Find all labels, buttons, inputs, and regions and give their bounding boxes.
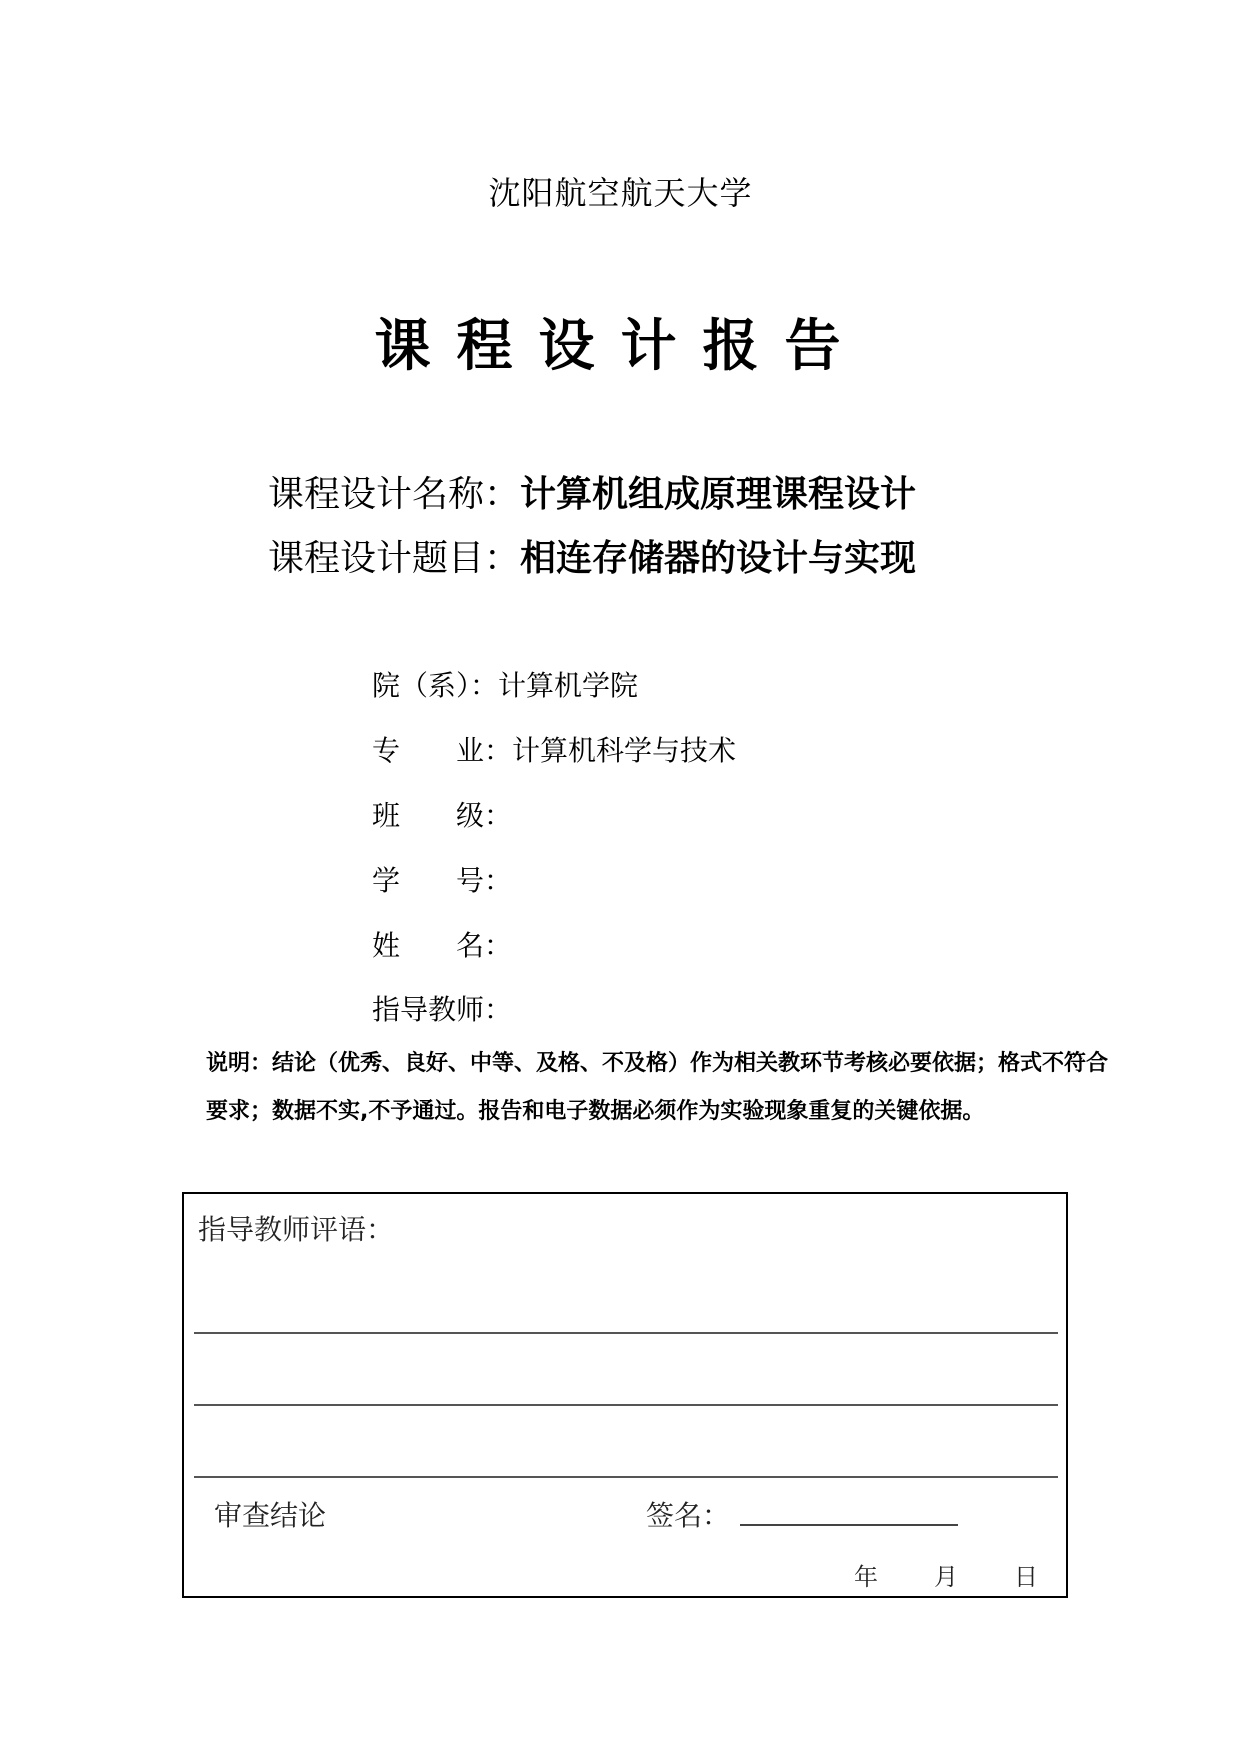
info-row-department bbox=[372, 664, 638, 704]
review-box bbox=[182, 1192, 1068, 1598]
major-label: 专 业： bbox=[372, 734, 513, 767]
advisor-comment-label: 指导教师评语： bbox=[198, 1213, 395, 1246]
signature-label: 签名： bbox=[646, 1499, 731, 1532]
comment-line-3 bbox=[194, 1476, 1058, 1478]
department-label: 院（系）： bbox=[372, 669, 499, 702]
course-name-line bbox=[268, 466, 916, 517]
course-topic-value: 相连存储器的设计与实现 bbox=[520, 538, 917, 579]
info-row-name bbox=[372, 924, 512, 964]
course-name-label: 课程设计名称： bbox=[268, 474, 521, 515]
student-id-label: 学 号： bbox=[372, 864, 513, 897]
date-month-label: 月 bbox=[934, 1563, 958, 1591]
review-conclusion-label: 审查结论 bbox=[214, 1499, 327, 1532]
info-row-major bbox=[372, 729, 736, 769]
course-name-value: 计算机组成原理课程设计 bbox=[520, 474, 917, 515]
info-row-class bbox=[372, 794, 512, 834]
class-label: 班 级： bbox=[372, 799, 513, 832]
info-row-student-id bbox=[372, 859, 512, 899]
report-title: 课程设计报告 bbox=[374, 314, 867, 379]
name-label: 姓 名： bbox=[372, 929, 513, 962]
info-row-advisor bbox=[372, 988, 512, 1028]
comment-line-1 bbox=[194, 1332, 1058, 1334]
course-topic-label: 课程设计题目： bbox=[268, 538, 521, 579]
advisor-label: 指导教师： bbox=[372, 993, 513, 1026]
date-year-label: 年 bbox=[854, 1563, 878, 1591]
university-name: 沈阳航空航天大学 bbox=[488, 174, 753, 212]
signature-line bbox=[740, 1524, 958, 1526]
comment-line-2 bbox=[194, 1404, 1058, 1406]
instructions-note: 说明：结论（优秀、良好、中等、及格、不及格）作为相关教环节考核必要依据；格式不符合要求；数据不实,不予通过。报告和电子数据必须作为实验现象重复的关键依据。 bbox=[206, 1051, 1109, 1124]
date-day-label: 日 bbox=[1014, 1563, 1038, 1591]
course-topic-line bbox=[268, 530, 916, 581]
major-value: 计算机科学与技术 bbox=[512, 734, 737, 767]
department-value: 计算机学院 bbox=[498, 669, 639, 702]
